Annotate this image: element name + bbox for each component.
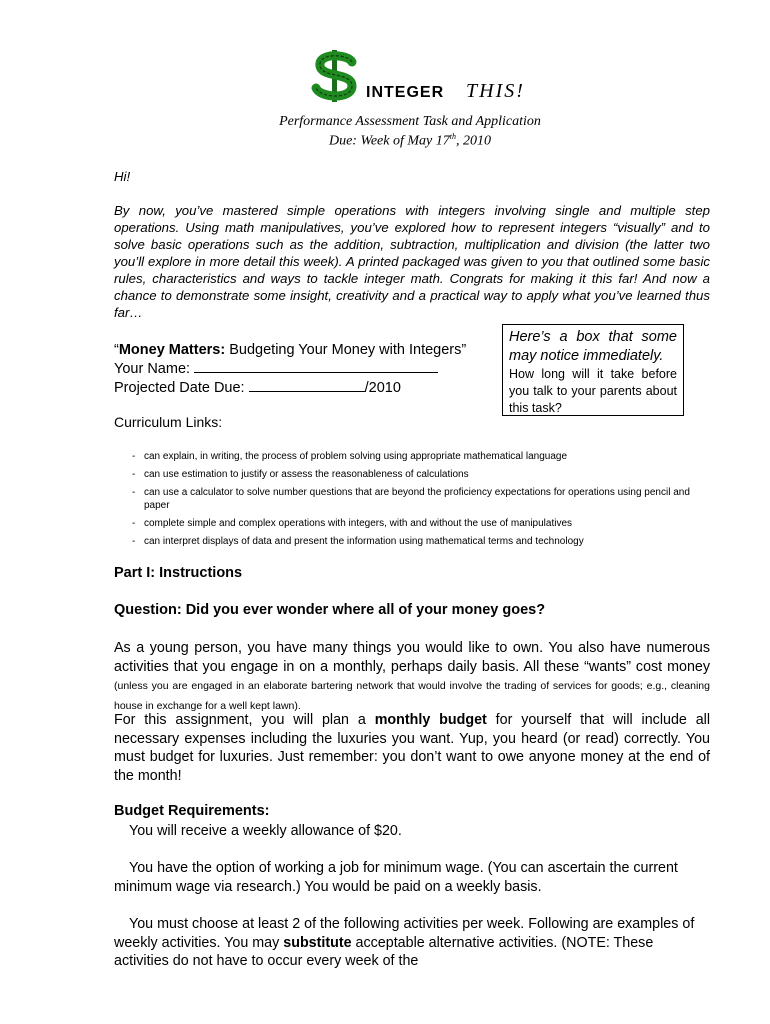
requirement-activities <box>114 915 710 971</box>
paragraph-budget-bold: monthly budget <box>374 712 487 728</box>
paragraph-budget <box>114 711 710 785</box>
assignment-title-bold: Money Matters: <box>118 342 226 358</box>
list-item-text: complete simple and complex operations with integers, with and without the use of manipulatives <box>144 518 573 529</box>
list-item-text: can interpret displays of data and present the information using mathematical terms and technology <box>144 536 584 547</box>
callout-big-text: Here’s a box that some may notice immediately. <box>509 329 677 364</box>
assignment-title-rest: Budgeting Your Money with Integers” <box>225 342 467 358</box>
question-heading: Question: Did you ever wonder where all of your money goes? <box>114 602 546 618</box>
callout-small-text: How long will it take before you talk to your parents about this task? <box>509 367 677 415</box>
date-label: Projected Date Due: <box>114 380 249 396</box>
subtitle-line1: Performance Assessment Task and Application <box>279 114 541 129</box>
paragraph-wants <box>114 639 710 715</box>
list-item: - can use estimation to justify or assess the reasonableness of calculations <box>132 469 469 480</box>
name-blank <box>194 360 438 373</box>
name-line <box>114 360 466 379</box>
name-label: Your Name: <box>114 361 195 377</box>
part1-heading: Part I: Instructions <box>114 565 243 581</box>
open-quote: “ <box>114 342 119 358</box>
title-this: THIS! <box>466 80 525 102</box>
requirement-allowance-text: You will receive a weekly allowance of $20. <box>129 823 402 839</box>
requirement-activities-a: You must choose at least 2 of the following activities per week. Following are examples of weekly activities. You may <box>114 916 695 951</box>
list-item-text: can use a calculator to solve number questions that are beyond the proficiency expectations for operations using pencil and paper <box>144 487 690 511</box>
curriculum-title: Curriculum Links: <box>114 414 223 430</box>
requirement-activities-bold: substitute <box>283 934 352 951</box>
paragraph-budget-b: for yourself that will include all necessary expenses including the luxuries you want. Yup, you heard (or read) correctly. You must budget for luxuries. Just remember: you don’t want to owe anyone money at the end of the month! <box>114 712 711 784</box>
assignment-title <box>114 341 466 360</box>
due-date-prefix: Due: Week of May 17 <box>328 133 450 149</box>
date-blank <box>249 379 365 392</box>
due-date-suffix: , 2010 <box>456 133 491 149</box>
paragraph-wants-main: As a young person, you have many things you would like to own. You also have numerous activities that you engage in on a monthly, perhaps daily basis. All these “wants” cost money <box>114 640 710 675</box>
list-item: - complete simple and complex operations with integers, with and without the use of manipulatives <box>132 518 573 529</box>
due-date-sup: th <box>449 132 456 141</box>
curriculum-list <box>132 450 712 553</box>
callout-box <box>502 324 684 416</box>
requirement-job-text: You have the option of working a job for minimum wage. (You can ascertain the current minimum wage via research.) You would be paid on a weekly basis. <box>114 860 678 895</box>
assignment-block <box>114 341 466 398</box>
list-item: - can explain, in writing, the process of problem solving using appropriate mathematical language <box>132 451 568 462</box>
subtitle-line2 <box>0 132 770 150</box>
paragraph-budget-a: For this assignment, you will plan a <box>114 712 375 728</box>
date-line <box>114 379 466 398</box>
list-item: - can use a calculator to solve number questions that are beyond the proficiency expectations for operations using pencil and paper <box>132 486 712 512</box>
paragraph-wants-aside: (unless you are engaged in an elaborate bartering network that would involve the trading of services for goods; e.g., cleaning house in exchange for a well kept lawn). <box>114 680 710 712</box>
intro-paragraph: By now, you’ve mastered simple operations with integers involving single and multiple step operations. Using math manipulatives, you’ve explored how to represent integers “visually” and to solve basic operations such as the addition, subtraction, multiplication and division (the latter two you’ll explore in more detail this week). A printed packaged was given to you that outlined some basic rules, characteristics and ways to tackle integer math. Congrats for making it this far! And now a chance to demonstrate some insight, creativity and a practical way to apply what you’ve learned thus far… <box>114 203 710 320</box>
requirement-allowance <box>114 822 710 841</box>
list-item-text: can use estimation to justify or assess the reasonableness of calculations <box>144 469 469 480</box>
dollar-sign-icon <box>308 48 364 104</box>
greeting: Hi! <box>114 169 131 184</box>
requirement-job <box>114 859 710 896</box>
list-item: - can interpret displays of data and present the information using mathematical terms and technology <box>132 536 584 547</box>
list-item-text: can explain, in writing, the process of problem solving using appropriate mathematical language <box>144 451 568 462</box>
budget-requirements-heading: Budget Requirements: <box>114 803 270 819</box>
title-main: INTEGER <box>366 84 445 101</box>
date-suffix: /2010 <box>364 380 401 396</box>
requirement-activities-b: acceptable alternative activities. (NOTE: These activities do not have to occur every week of the <box>114 934 654 969</box>
